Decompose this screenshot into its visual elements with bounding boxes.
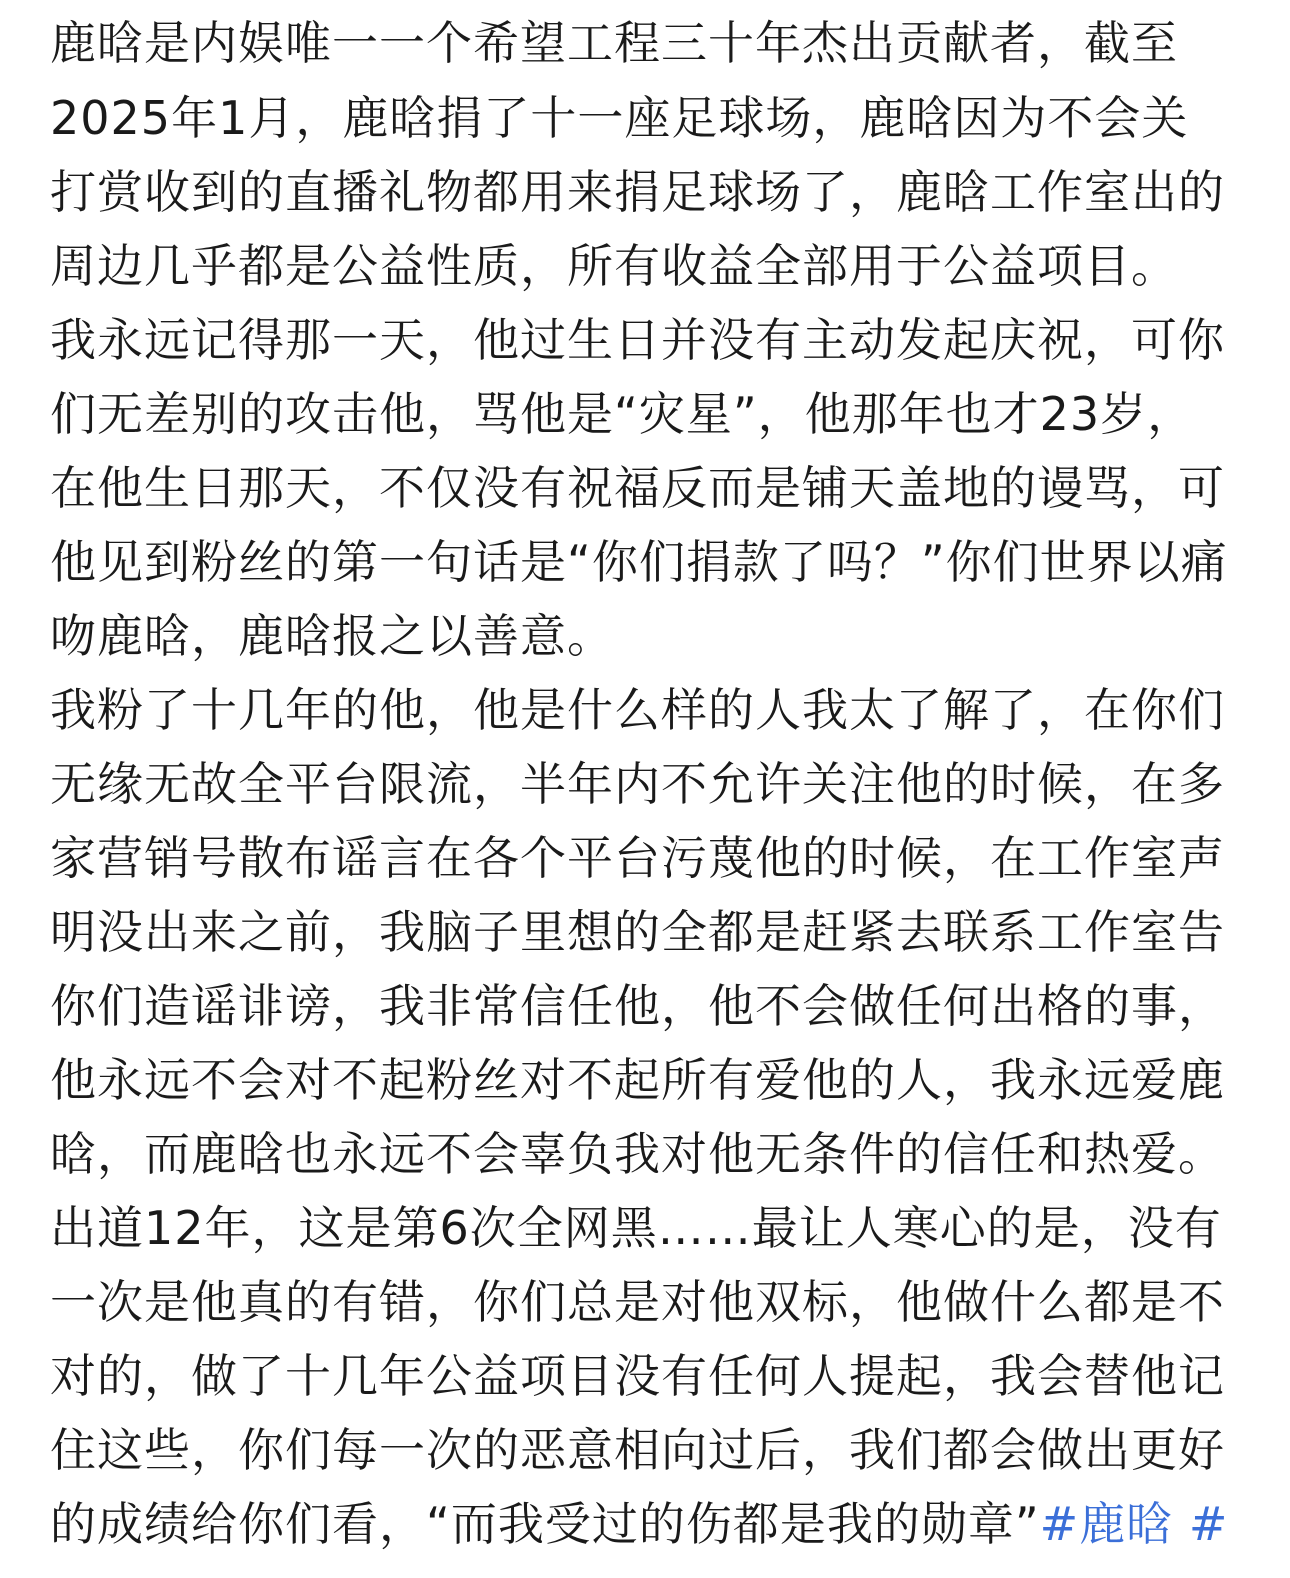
post-text-line: 家营销号散布谣言在各个平台污蔑他的时候，在工作室声 [50,831,1225,885]
post-text-line: 住这些，你们每一次的恶意相向过后，我们都会做出更好 [50,1423,1225,1477]
post-text-line: 你们造谣诽谤，我非常信任他，他不会做任何出格的事， [50,979,1225,1033]
post-text-line: 打赏收到的直播礼物都用来捐足球场了，鹿晗工作室出的 [50,165,1225,219]
post-text-line: 无缘无故全平台限流，半年内不允许关注他的时候，在多 [50,757,1225,811]
post-text-line: 他见到粉丝的第一句话是“你们捐款了吗？”你们世界以痛 [50,535,1228,589]
post-text-line: 吻鹿晗，鹿晗报之以善意。 [50,609,614,663]
post-text-line: 晗，而鹿晗也永远不会辜负我对他无条件的信任和热爱。 [50,1127,1225,1181]
post-text-line: 出道12年，这是第6次全网黑……最让人寒心的是，没有 [50,1201,1222,1255]
post-text-line: 鹿晗是内娱唯一一个希望工程三十年杰出贡献者，截至 [50,16,1178,70]
post-text-line: 他永远不会对不起粉丝对不起所有爱他的人，我永远爱鹿 [50,1053,1225,1107]
post-text-line: 一次是他真的有错，你们总是对他双标，他做什么都是不 [50,1275,1225,1329]
post-text-line: 们无差别的攻击他，骂他是“灾星”，他那年也才23岁， [50,387,1195,441]
post-text-line: 对的，做了十几年公益项目没有任何人提起，我会替他记 [50,1349,1225,1403]
hashtag-link[interactable]: #鹿晗 # [1039,1497,1229,1551]
post-text-last-line [50,1487,1250,1562]
post-text-line: 我粉了十几年的他，他是什么样的人我太了解了，在你们 [50,683,1225,737]
post-text-line: 周边几乎都是公益性质，所有收益全部用于公益项目。 [50,239,1178,293]
post-text-segment: 的成绩给你们看，“而我受过的伤都是我的勋章” [50,1497,1040,1551]
post-text-line: 2025年1月，鹿晗捐了十一座足球场，鹿晗因为不会关 [50,91,1189,145]
post-text-line: 明没出来之前，我脑子里想的全都是赶紧去联系工作室告 [50,905,1225,959]
post-text-line: 在他生日那天，不仅没有祝福反而是铺天盖地的谩骂，可 [50,461,1225,515]
post-text-line: 我永远记得那一天，他过生日并没有主动发起庆祝，可你 [50,313,1225,367]
